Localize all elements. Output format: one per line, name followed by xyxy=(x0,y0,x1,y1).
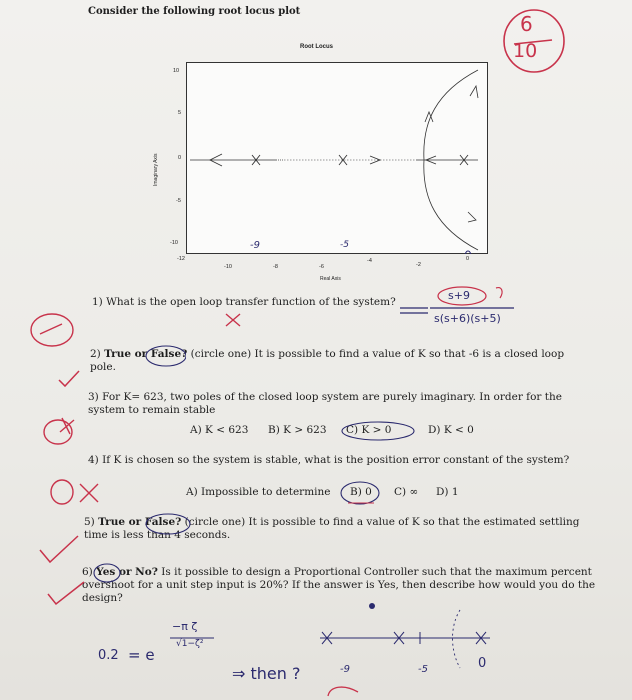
y-tick: -5 xyxy=(176,198,181,204)
score-denominator: 10 xyxy=(513,40,538,62)
question-3-number: 3) xyxy=(88,391,99,403)
red-x-q1 xyxy=(222,310,244,330)
sketch-dot xyxy=(369,603,375,609)
question-6-number: 6) xyxy=(82,566,93,578)
q1-numerator: s+9 xyxy=(448,289,470,302)
x-tick: -4 xyxy=(367,258,372,264)
plot-title: Root Locus xyxy=(300,44,333,50)
q3-option-c[interactable]: C) K > 0 xyxy=(346,424,392,436)
score-numerator: 6 xyxy=(520,12,533,36)
red-mark-q3 xyxy=(40,414,80,446)
x-tick: -12 xyxy=(177,256,185,262)
x-tick: 0 xyxy=(466,256,470,262)
q3-option-d[interactable]: D) K < 0 xyxy=(428,424,474,436)
question-3 xyxy=(88,391,588,417)
q6-eq-mid: = e xyxy=(128,646,155,664)
q6-eq-left: 0.2 xyxy=(98,648,119,663)
q6-eq-exp-num: −π ζ xyxy=(172,620,198,633)
q1-denominator: s(s+6)(s+5) xyxy=(434,312,501,325)
circle-yes-q6 xyxy=(92,562,122,584)
red-partial-circle xyxy=(328,687,358,696)
question-1-number: 1) xyxy=(92,296,103,308)
root-locus-graphics xyxy=(186,62,488,254)
q6-mark-5: -5 xyxy=(418,664,428,675)
q4-option-d[interactable]: D) 1 xyxy=(436,486,459,498)
y-tick: 10 xyxy=(173,68,180,74)
circle-false-q5 xyxy=(132,512,192,536)
circle-false-q2 xyxy=(130,344,186,368)
q6-then: ⇒ then ? xyxy=(232,664,301,683)
locus-arrow-lower xyxy=(468,212,476,222)
question-2-lead: True or False? xyxy=(104,348,188,360)
question-6-text: Is it possible to design a Proportional Controller such that the maximum percent overshoot for a unit step input is 20%? If the answer is Yes, then describe how would you do the design? xyxy=(82,566,596,604)
q4-option-a[interactable]: A) Impossible to determine xyxy=(186,486,331,498)
question-5-lead: True or False? xyxy=(98,516,182,528)
y-tick: 0 xyxy=(178,155,182,161)
q6-exponent-bar xyxy=(168,634,218,642)
hand-label-9: -9 xyxy=(250,240,260,251)
x-tick: -2 xyxy=(416,262,421,268)
question-2-number: 2) xyxy=(90,348,101,360)
red-check-q2 xyxy=(56,368,82,390)
red-check-q6 xyxy=(44,578,88,608)
circle-option-c-q3 xyxy=(340,420,416,442)
hand-label-5: -5 xyxy=(340,240,349,250)
q4-option-c[interactable]: C) ∞ xyxy=(394,486,419,498)
question-5-text: (circle one) It is possible to find a value of K so that the estimated settling time is less than 4 seconds. xyxy=(84,516,580,541)
x-axis-label: Real Axis xyxy=(320,276,341,282)
x-tick: -10 xyxy=(224,264,232,270)
q4-option-b[interactable]: B) 0 xyxy=(350,486,372,498)
x-tick: -8 xyxy=(273,264,278,270)
circle-option-b-q4 xyxy=(340,480,384,506)
q3-option-a[interactable]: A) K < 623 xyxy=(190,424,249,436)
q6-hand-sketch xyxy=(300,596,510,700)
y-tick: 5 xyxy=(178,110,182,116)
q3-option-b[interactable]: B) K > 623 xyxy=(268,424,327,436)
question-4-number: 4) xyxy=(88,454,99,466)
question-2-text: (circle one) It is possible to find a value of K so that -6 is a closed loop pole. xyxy=(90,348,565,373)
q6-mark-0: 0 xyxy=(478,656,487,671)
red-mark-q4 xyxy=(48,474,106,510)
y-axis-label: Imaginary Axis xyxy=(153,153,159,186)
red-question-mark xyxy=(496,288,502,298)
sketch-branch xyxy=(453,610,461,668)
red-mark-q1 xyxy=(28,310,78,350)
page-header: Consider the following root locus plot xyxy=(88,6,301,17)
x-tick: -6 xyxy=(319,264,324,270)
pole-marker-middle xyxy=(339,155,347,165)
question-6-lead: Yes or No? xyxy=(96,566,158,578)
red-check-q5 xyxy=(36,532,82,566)
question-4 xyxy=(88,454,608,467)
question-3-text: For K= 623, two poles of the closed loop system are purely imaginary. In order for the system to remain stable xyxy=(88,391,562,416)
question-4-text: If K is chosen so the system is stable, what is the position error constant of the system? xyxy=(102,454,570,466)
question-1 xyxy=(92,296,396,309)
question-5-number: 5) xyxy=(84,516,95,528)
q6-mark-9: -9 xyxy=(340,664,350,675)
locus-arrow-top xyxy=(470,86,478,98)
y-tick: -10 xyxy=(170,240,178,246)
q6-eq-exp-den: √1−ζ² xyxy=(176,639,204,649)
question-1-text: What is the open loop transfer function of the system? xyxy=(106,296,396,308)
hand-zero-mark xyxy=(465,251,471,254)
